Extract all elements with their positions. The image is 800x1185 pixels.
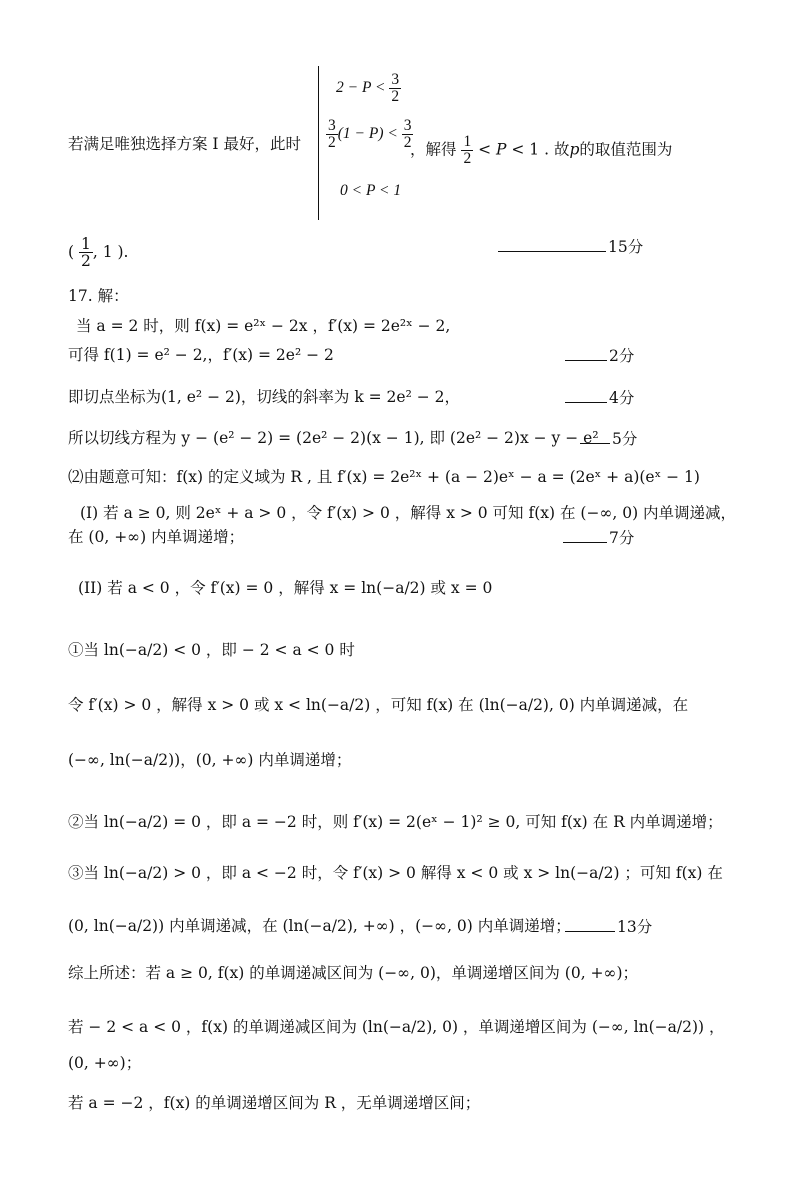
case-II-line: (II) 若 a < 0 ，令 f′(x) = 0 ，解得 x = ln(−a/2) 或 x = 0 [78,579,493,597]
system-row-2: $\frac{3}{2}$ (1 − P) < $\frac{3}{2}$ [328,117,412,151]
case-intro: 若满足唯独选择方案 I 最好，此时 [68,135,301,153]
part1-line1: 当 a = 2 时，则 f(x) = e²ˣ − 2x ，f′(x) = 2e²ˣ − 2, [76,317,451,335]
case-intro-line [68,134,301,154]
score-13: 13分 [565,916,652,937]
case-I-line-b: 在 (0, +∞) 内单调递增； [68,528,245,546]
system-row-1: 2 − P < $\frac{3}{2}$ [336,71,400,105]
sub1-line-b: (−∞, ln(−a/2))，(0, +∞) 内单调递增； [68,751,352,769]
part2-line: ⑵由题意可知：f(x) 的定义域为 R , 且 f′(x) = 2e²ˣ + (a − 2)eˣ − a = (2eˣ + a)(eˣ − 1) [68,468,700,486]
sub3-line-b: (0, ln(−a/2)) 内单调递减，在 (ln(−a/2), +∞) ，(−∞, 0) 内单调递增； [68,917,571,935]
sub1-head: ①当 ln(−a/2) < 0 ，即 − 2 < a < 0 时 [68,641,355,659]
part1-line3: 即切点坐标为(1, e² − 2)，切线的斜率为 k = 2e² − 2， [68,388,461,406]
case-answer: ( $\frac{1}{2}$ , 1 ). [68,235,129,270]
sub1-line-a: 令 f′(x) > 0 ，解得 x > 0 或 x < ln(−a/2) ，可知 f(x) 在 (ln(−a/2), 0) 内单调递减，在 [68,696,689,714]
case-I-line-a: (I) 若 a ≥ 0, 则 2eˣ + a > 0 ，令 f′(x) > 0 ，解得 x > 0 可知 f(x) 在 (−∞, 0) 内单调递减， [80,504,737,522]
case-tail-text-2: < P < 1 . 故p的取值范围为 [473,140,673,159]
case-tail-text: ，解得 [410,140,462,159]
score-15: 15分 [498,236,643,257]
score-4: 4分 [565,387,634,408]
score-7: 7分 [563,527,634,548]
half-fraction: $\frac{1}{2}$ [463,133,472,167]
system-row-3: 0 < P < 1 [340,182,402,199]
case-tail-line [410,134,672,167]
sub3-line-a: ③当 ln(−a/2) > 0 ，即 a < −2 时，令 f′(x) > 0 解得 x < 0 或 x > ln(−a/2) ；可知 f(x) 在 [68,864,723,882]
sub2-line: ②当 ln(−a/2) = 0 ，即 a = −2 时，则 f′(x) = 2(eˣ − 1)² ≥ 0, 可知 f(x) 在 R 内单调递增； [68,813,723,831]
problem-17-number: 17. 解： [68,287,129,305]
score-2: 2分 [565,345,634,366]
summary-line-2a: 若 − 2 < a < 0 ，f(x) 的单调递减区间为 (ln(−a/2), 0) ，单调递增区间为 (−∞, ln(−a/2)) ， [68,1018,725,1036]
summary-line-1: 综上所述：若 a ≥ 0, f(x) 的单调递减区间为 (−∞, 0)，单调递增区间为 (0, +∞)； [68,964,638,982]
summary-line-2b: (0, +∞)； [68,1054,142,1072]
score-5: 5分 [580,428,637,449]
summary-line-3: 若 a = −2 ，f(x) 的单调递增区间为 R ，无单调递增区间； [68,1094,481,1112]
case-answer-line [68,236,128,269]
part1-line2: 可得 f(1) = e² − 2,，f′(x) = 2e² − 2 [68,346,334,364]
part1-line4: 所以切线方程为 y − (e² − 2) = (2e² − 2)(x − 1), 即 (2e² − 2)x − y − e² [68,429,599,447]
